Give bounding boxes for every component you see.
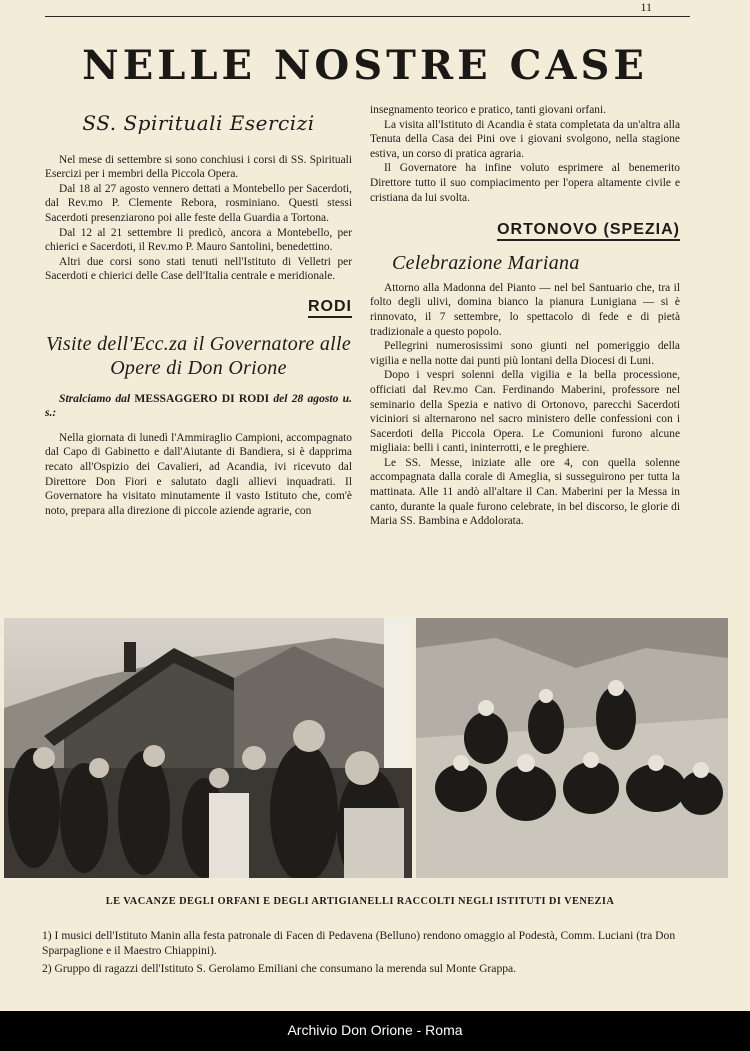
photo-captions — [42, 928, 682, 979]
paragraph: Altri due corsi sono stati tenuti nell'Istituto di Velletri per Sacerdoti e chierici delle Case dell'Italia centrale e meridionale. — [45, 255, 352, 283]
newspaper-name: MESSAGGERO DI RODI — [134, 391, 270, 405]
paragraph: Pellegrini numerosissimi sono giunti nel pomeriggio della vigilia e nella notte dai punti più lontani della Diocesi di Luni. — [370, 340, 680, 367]
left-column — [45, 112, 352, 518]
paragraph: Il Governatore ha infine voluto esprimere al benemerito Direttore tutto il suo compiacimento per l'opera altamente civile e cristiana da lui svolta. — [370, 162, 680, 204]
intro-line — [45, 392, 352, 421]
top-rule — [45, 16, 690, 17]
photo-strip — [4, 618, 728, 878]
caption-item: 1) I musici dell'Istituto Manin alla festa patronale di Facen di Pedavena (Belluno) rendono omaggio al Podestà, Comm. Luciani (tra Don Sparpaglione e il Maestro Chiappini). — [42, 929, 676, 957]
right-column — [370, 103, 680, 529]
section-title-celebrazione: Celebrazione Mariana — [392, 251, 580, 274]
photo-caption-title: LE VACANZE DEGLI ORFANI E DEGLI ARTIGIANELLI RACCOLTI NEGLI ISTITUTI DI VENEZIA — [105, 896, 615, 907]
title-line: Opere di Don Orione — [110, 356, 287, 379]
paragraph: Attorno alla Madonna del Pianto — nel bel Santuario che, tra il folto degli ulivi, domina bianco la pianura Lunigiana — si è rinnovato, il 7 settembre, lo spettacolo di fede e di pietà tradizionale a questo popolo. — [370, 281, 680, 338]
paragraph: Nel mese di settembre si sono conchiusi i corsi di SS. Spirituali Esercizi per i membri della Piccola Opera. — [45, 153, 352, 181]
caption-item: 2) Gruppo di ragazzi dell'Istituto S. Gerolamo Emiliani che consumano la merenda sul Monte Grappa. — [42, 962, 517, 975]
title-line: Visite dell'Ecc.za il Governatore alle — [45, 332, 352, 355]
place-heading-label: RODI — [308, 300, 352, 318]
place-heading-ortonovo — [370, 223, 680, 241]
paragraph: insegnamento teorico e pratico, tanti giovani orfani. — [370, 104, 606, 116]
section-title-esercizi: SS. Spirituali Esercizi — [82, 111, 315, 135]
section-title-governatore — [45, 332, 352, 380]
place-heading-rodi — [45, 297, 352, 318]
paragraph: Dopo i vespri solenni della vigilia e la bella processione, officiati dal Rev.mo Can. Ferdinando Maberini, professore nel seminario della Spezia e nativo di Ortonovo, parecchi Sacerdoti viciniori si alternarono nel sacro ministero delle confessioni con i Sacerdoti della Piccola Opera. Le Comunioni furono alcune migliaia: belli i canti, ininterrotti, e le preghiere. — [370, 369, 680, 455]
paragraph: La visita all'Istituto di Acandia è stata completata da un'altra alla Tenuta della Casa dei Pini ove i giovani svolgono, nella stagione estiva, un corso di pratica agraria. — [370, 118, 680, 160]
photo-musicians — [4, 618, 412, 878]
masthead-title: NELLE NOSTRE CASE — [82, 42, 648, 89]
intro-part: del 28 agosto u. s.: — [45, 391, 352, 420]
footer-text: Archivio Don Orione - Roma — [287, 1022, 463, 1038]
page-number: 11 — [640, 0, 652, 14]
archive-footer — [0, 1011, 750, 1051]
place-heading-label: ORTONOVO (SPEZIA) — [497, 223, 680, 241]
paragraph: Dal 12 al 21 settembre li predicò, ancora a Montebello, per chierici e Sacerdoti, il Rev.mo P. Mauro Santolini, benedettino. — [45, 226, 352, 254]
paragraph: Le SS. Messe, iniziate alle ore 4, con quella solenne accompagnata dalla corale di Ameglia, si susseguirono per tutta la mattinata. Alle 11 andò all'altare il Can. Maberini per la Messa in canto, durante la quale furono celebrate, in bel discorso, le glorie di Maria SS. Bambina e Addolorata. — [370, 456, 680, 528]
intro-part: Stralciamo dal — [59, 391, 131, 405]
paragraph: Nella giornata di lunedì l'Ammiraglio Campioni, accompagnato dal Capo di Gabinetto e dall'Aiutante di Bandiera, si è dapprima recato all'Ospizio dei Cavalieri, ad Acandia, ivi ricevuto dal Direttore Don Fiori e salutato dagli allievi inquadrati. Il Governatore ha visitato minutamente il vasto Istituto che, com'è noto, prepara alla direzione di piccole aziende agrarie, con — [45, 431, 352, 517]
photo-boys-monte-grappa — [416, 618, 728, 878]
paragraph: Dal 18 al 27 agosto vennero dettati a Montebello per Sacerdoti, dal Rev.mo P. Clemente Rebora, rosminiano. Questi stessi Sacerdoti presenziarono poi alle feste della Guardia a Tortona. — [45, 182, 352, 224]
